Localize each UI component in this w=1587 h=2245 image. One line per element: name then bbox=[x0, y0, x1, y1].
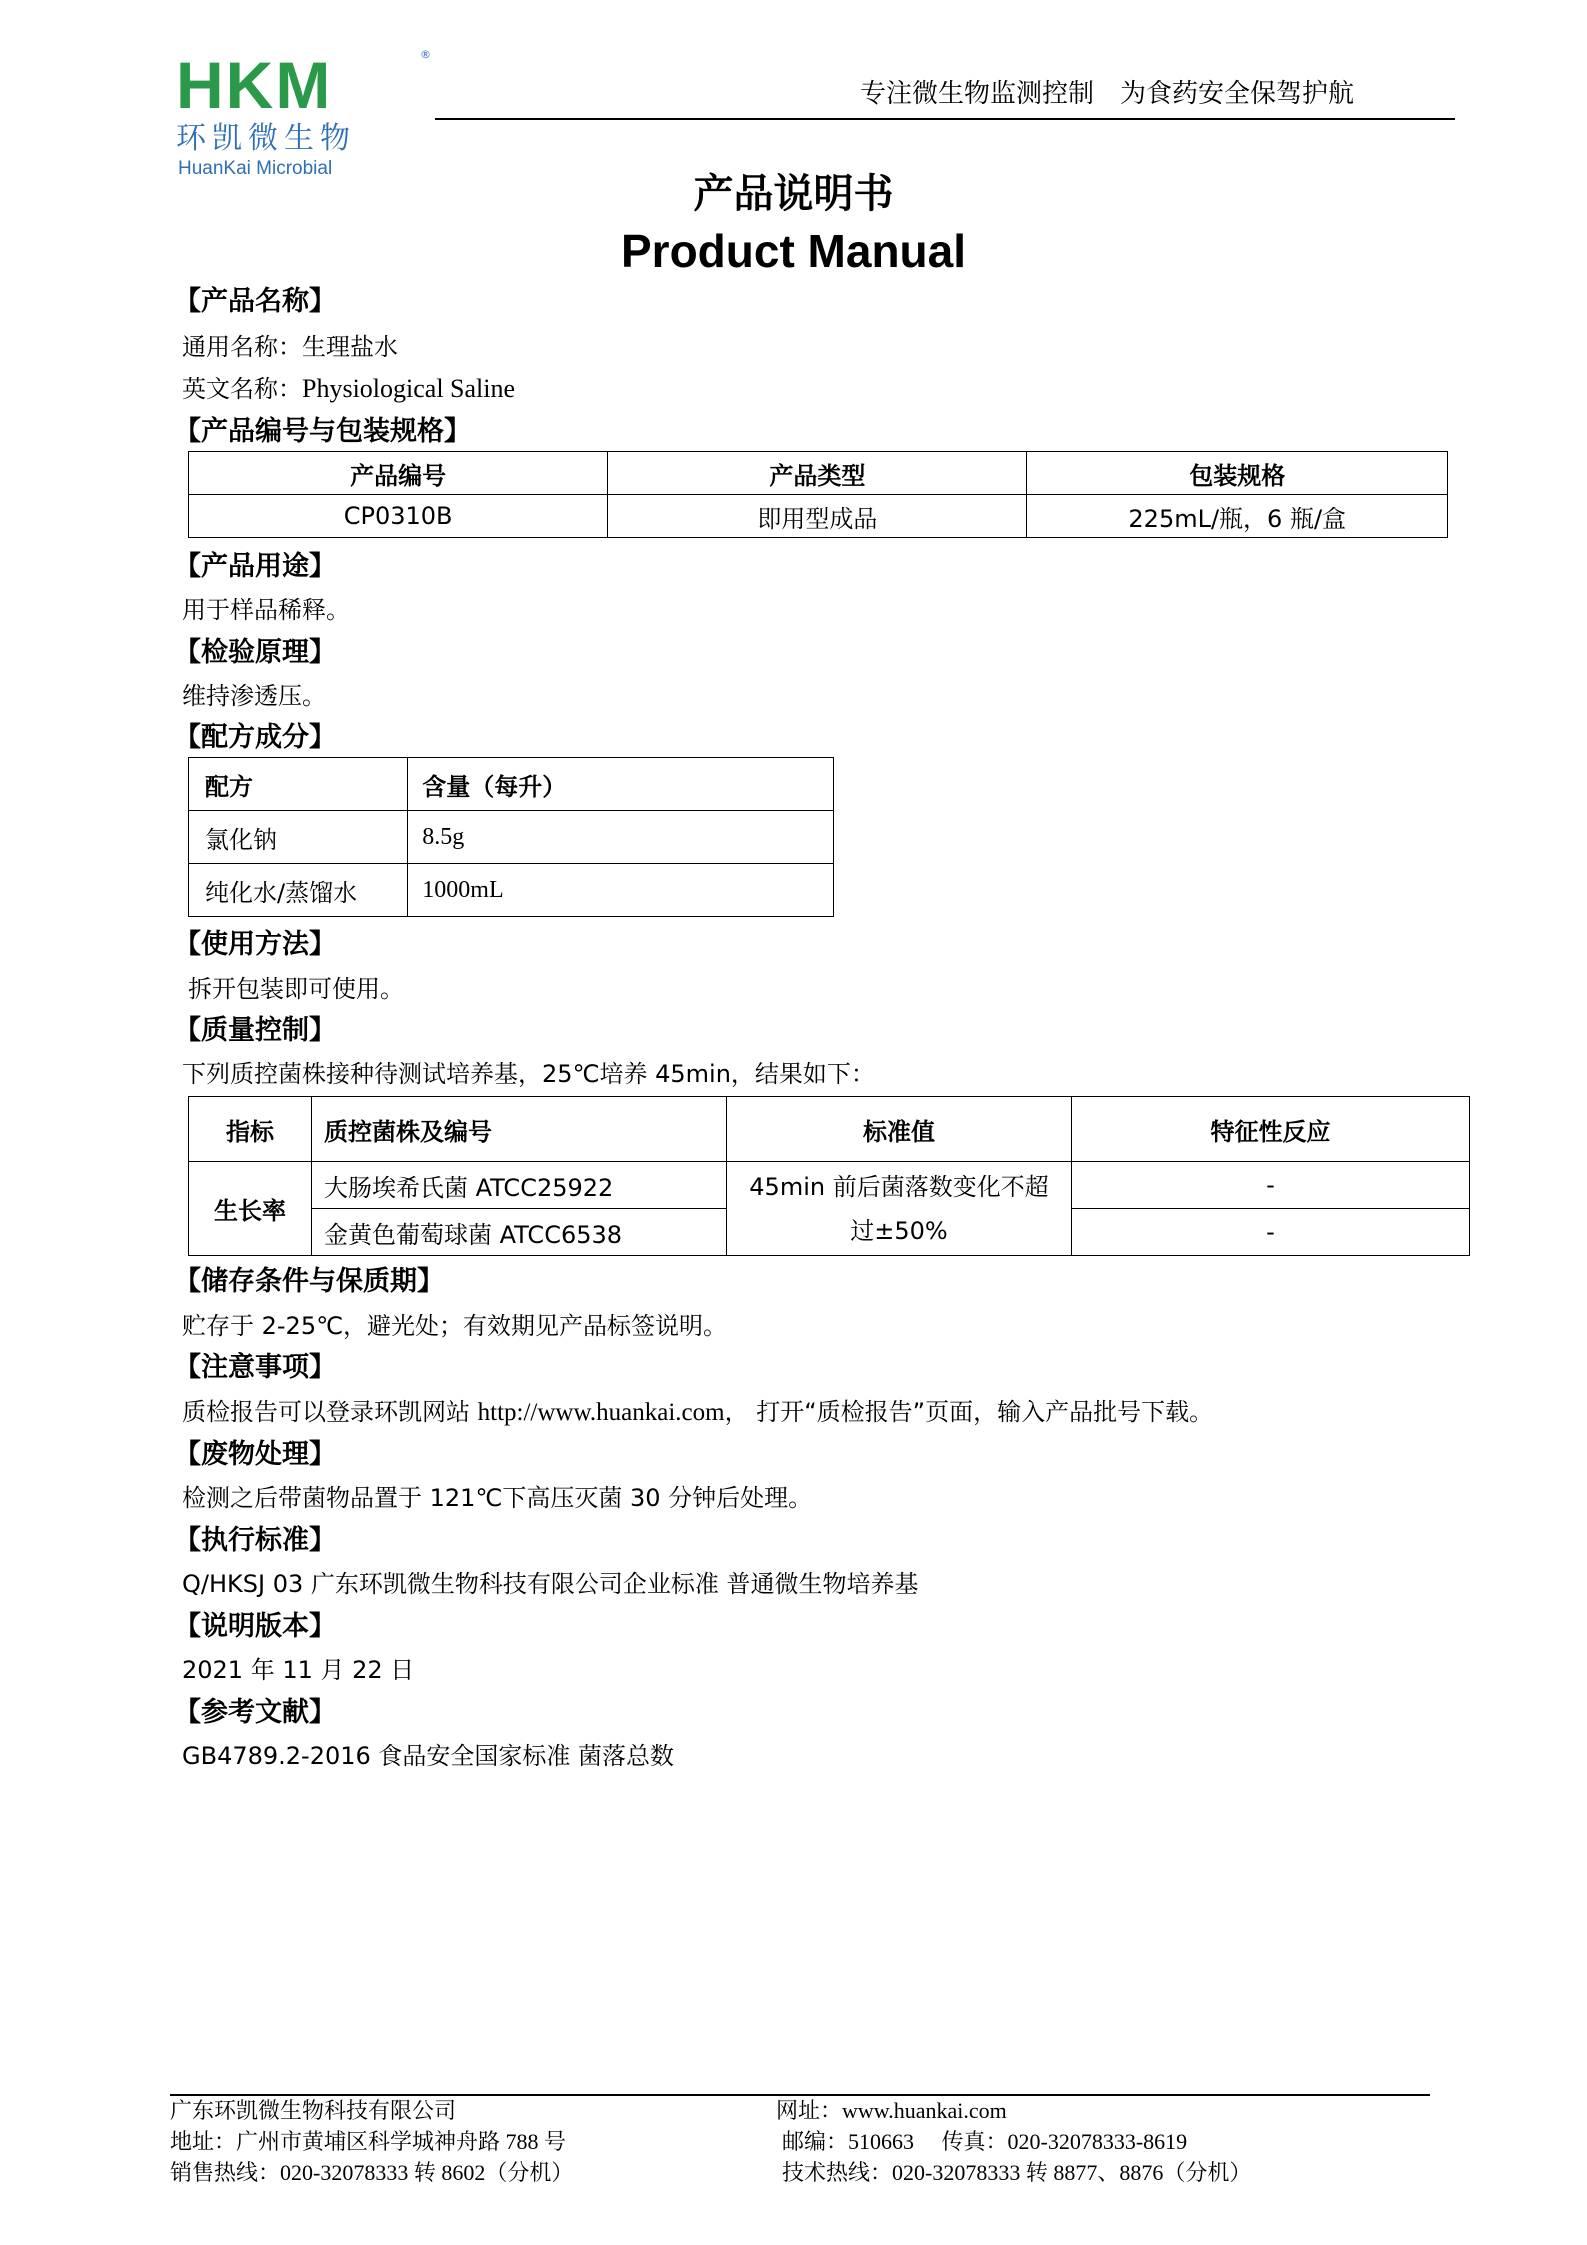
spec-table bbox=[188, 451, 1448, 538]
ingredient-cell: 氯化钠 bbox=[189, 811, 408, 864]
page-title-english: Product Manual bbox=[620, 225, 967, 277]
section-heading-storage: 【储存条件与保质期】 bbox=[174, 1266, 444, 1297]
section-heading-principle: 【检验原理】 bbox=[174, 637, 336, 668]
column-header-product-code: 产品编号 bbox=[189, 452, 608, 495]
amount-cell: 1000mL bbox=[408, 864, 834, 917]
standard-line-2: 过±50% bbox=[850, 1216, 948, 1245]
section-heading-use: 【产品用途】 bbox=[174, 551, 336, 582]
column-header-amount: 含量（每升） bbox=[408, 758, 834, 811]
table-row bbox=[189, 1162, 1470, 1209]
header-divider bbox=[435, 118, 1455, 120]
section-heading-formula: 【配方成分】 bbox=[174, 722, 336, 753]
english-name-line bbox=[182, 372, 515, 406]
section-heading-product-name: 【产品名称】 bbox=[174, 286, 336, 317]
table-row bbox=[189, 864, 834, 917]
column-header-standard: 标准值 bbox=[727, 1097, 1072, 1162]
ingredient-cell: 纯化水/蒸馏水 bbox=[189, 864, 408, 917]
section-heading-notes: 【注意事项】 bbox=[174, 1352, 336, 1383]
strain-cell: 金黄色葡萄球菌 ATCC6538 bbox=[312, 1209, 727, 1256]
standard-line-1: 45min 前后菌落数变化不超 bbox=[749, 1172, 1049, 1201]
package-cell: 225mL/瓶，6 瓶/盒 bbox=[1027, 495, 1448, 538]
notes-text-prefix: 质检报告可以登录环凯网站 bbox=[182, 1398, 478, 1426]
header-slogan: 专注微生物监测控制 为食药安全保驾护航 bbox=[860, 79, 1355, 109]
amount-cell: 8.5g bbox=[408, 811, 834, 864]
reaction-cell: - bbox=[1072, 1162, 1470, 1209]
generic-name-value: 生理盐水 bbox=[302, 333, 398, 361]
footer-company: 广东环凯微生物科技有限公司 bbox=[170, 2098, 457, 2123]
column-header-indicator: 指标 bbox=[189, 1097, 312, 1162]
principle-text: 维持渗透压。 bbox=[182, 682, 326, 710]
footer-sales-hotline: 销售热线：020-32078333 转 8602（分机） bbox=[170, 2160, 574, 2185]
section-heading-usage: 【使用方法】 bbox=[174, 929, 336, 960]
footer-website[interactable]: 网址：www.huankai.com bbox=[776, 2098, 1007, 2123]
waste-text: 检测之后带菌物品置于 121℃下高压灭菌 30 分钟后处理。 bbox=[182, 1484, 813, 1512]
product-code-cell: CP0310B bbox=[189, 495, 608, 538]
notes-text bbox=[182, 1395, 1213, 1430]
column-header-formula: 配方 bbox=[189, 758, 408, 811]
version-text: 2021 年 11 月 22 日 bbox=[182, 1656, 415, 1684]
standard-value-cell bbox=[727, 1162, 1072, 1256]
reaction-cell: - bbox=[1072, 1209, 1470, 1256]
strain-cell: 大肠埃希氏菌 ATCC25922 bbox=[312, 1162, 727, 1209]
footer-postcode-fax: 邮编：510663 传真：020-32078333-8619 bbox=[782, 2129, 1188, 2154]
table-row bbox=[189, 811, 834, 864]
product-type-cell: 即用型成品 bbox=[608, 495, 1027, 538]
formula-table bbox=[188, 757, 834, 917]
logo-english-name: HuanKai Microbial bbox=[178, 158, 333, 179]
qc-intro: 下列质控菌株接种待测试培养基，25℃培养 45min，结果如下： bbox=[182, 1060, 875, 1088]
generic-name-label: 通用名称： bbox=[182, 333, 302, 361]
column-header-package: 包装规格 bbox=[1027, 452, 1448, 495]
section-heading-version: 【说明版本】 bbox=[174, 1611, 336, 1642]
table-row bbox=[189, 495, 1448, 538]
footer-address: 地址：广州市黄埔区科学城神舟路 788 号 bbox=[170, 2129, 567, 2154]
company-logo bbox=[176, 48, 436, 179]
column-header-product-type: 产品类型 bbox=[608, 452, 1027, 495]
usage-text: 拆开包装即可使用。 bbox=[188, 975, 404, 1003]
footer-support-hotline: 技术热线：020-32078333 转 8877、8876（分机） bbox=[782, 2160, 1252, 2185]
column-header-strain: 质控菌株及编号 bbox=[312, 1097, 727, 1162]
website-link[interactable]: http://www.huankai.com bbox=[477, 1399, 725, 1426]
english-name-value: Physiological Saline bbox=[302, 374, 516, 403]
indicator-cell: 生长率 bbox=[189, 1162, 312, 1256]
table-header-row bbox=[189, 452, 1448, 495]
page-title-chinese: 产品说明书 bbox=[693, 171, 894, 217]
section-heading-waste: 【废物处理】 bbox=[174, 1439, 336, 1470]
table-header-row bbox=[189, 1097, 1470, 1162]
generic-name-line bbox=[182, 330, 398, 364]
column-header-reaction: 特征性反应 bbox=[1072, 1097, 1470, 1162]
english-name-label: 英文名称： bbox=[182, 375, 302, 403]
section-heading-standard: 【执行标准】 bbox=[174, 1525, 336, 1556]
section-heading-qc: 【质量控制】 bbox=[174, 1015, 336, 1046]
storage-text: 贮存于 2-25℃，避光处；有效期见产品标签说明。 bbox=[182, 1312, 728, 1340]
notes-text-suffix: ， 打开“质检报告”页面，输入产品批号下载。 bbox=[724, 1398, 1214, 1426]
table-header-row bbox=[189, 758, 834, 811]
logo-chinese-name: 环凯微生物 bbox=[176, 121, 356, 156]
reference-text: GB4789.2-2016 食品安全国家标准 菌落总数 bbox=[182, 1742, 675, 1770]
use-text: 用于样品稀释。 bbox=[182, 596, 350, 624]
section-heading-reference: 【参考文献】 bbox=[174, 1697, 336, 1728]
logo-mark: HKM bbox=[176, 48, 333, 122]
registered-mark: ® bbox=[420, 48, 431, 61]
section-heading-spec: 【产品编号与包装规格】 bbox=[174, 416, 471, 447]
qc-table bbox=[188, 1096, 1470, 1256]
standard-text: Q/HKSJ 03 广东环凯微生物科技有限公司企业标准 普通微生物培养基 bbox=[182, 1570, 919, 1598]
